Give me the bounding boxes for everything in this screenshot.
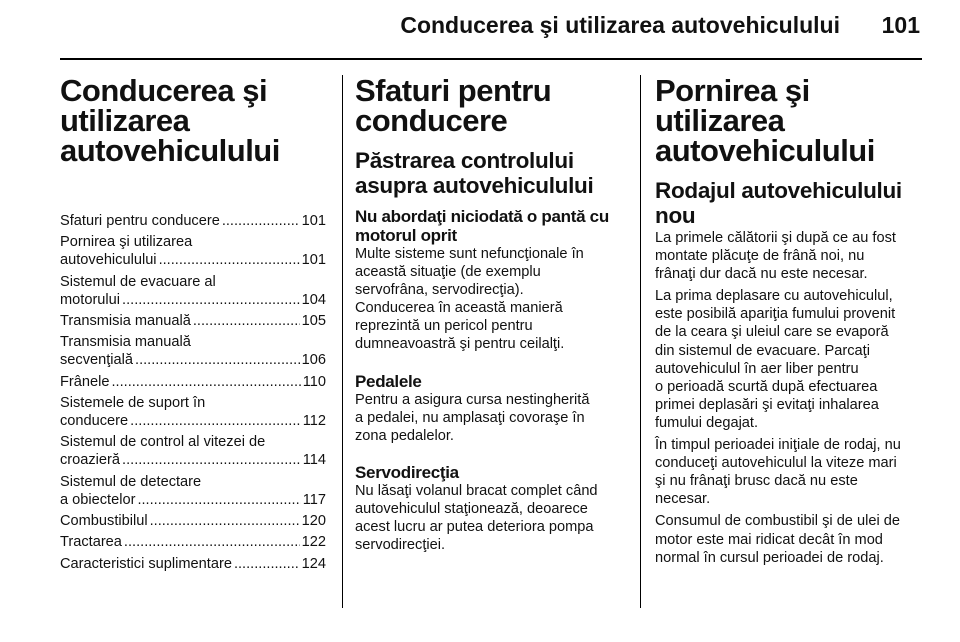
toc-entry[interactable]: Sistemele de suport în conducere ..... 112	[60, 394, 326, 430]
paragraph: Nu lăsaţi volanul bracat complet când autovehiculul staţionează, deoarece acest lucru ar putea deteriora pompa servodirecţiei.	[355, 482, 598, 554]
chapter-title: Conducerea şi utilizarea autovehiculului	[60, 73, 280, 168]
section-title: Sfaturi pentru conducere	[355, 73, 552, 138]
subsection-heading: Servodirecţia	[355, 462, 459, 482]
driving-tips-column	[355, 68, 621, 554]
paragraph: Consumul de combustibil şi de ulei de motor este mai ridicat decât în mod normal în cursul perioadei de rodaj.	[655, 513, 900, 566]
toc-entry[interactable]: Caracteristici suplimentare ..... 124	[60, 555, 326, 573]
toc-entry[interactable]: Pornirea şi utilizarea autovehiculului ..... 101	[60, 233, 326, 269]
table-of-contents	[60, 212, 326, 573]
toc-entry[interactable]: Tractarea ..... 122	[60, 533, 326, 551]
running-header-title: Conducerea şi utilizarea autovehiculului	[400, 12, 840, 38]
starting-operating-column	[655, 68, 925, 567]
column-divider-right	[640, 75, 641, 608]
paragraph: Multe sisteme sunt nefuncţionale în această situaţie (de exemplu servofrâna, servodirecţia). Conducerea în această manieră reprezintă un pericol pentru dumneavoastră şi pentru ceilalţi.	[355, 246, 584, 353]
toc-entry[interactable]: Sistemul de evacuare al motorului ..... 104	[60, 273, 326, 309]
toc-entry[interactable]: Sistemul de control al vitezei de croazieră ..... 114	[60, 433, 326, 469]
header-rule	[60, 58, 922, 60]
section-subtitle: Păstrarea controlului asupra autovehiculului	[355, 148, 594, 198]
paragraph: În timpul perioadei iniţiale de rodaj, nu conduceţi autovehiculul la viteze mari şi nu frânaţi brusc dacă nu este necesar.	[655, 437, 901, 508]
page-number: 101	[881, 12, 920, 38]
toc-entry[interactable]: Sfaturi pentru conducere ..... 101	[60, 212, 326, 230]
toc-entry[interactable]: Transmisia manuală secvenţială ..... 106	[60, 333, 326, 369]
chapter-contents-column	[60, 68, 326, 576]
toc-entry[interactable]: Frânele ..... 110	[60, 373, 326, 391]
section-subtitle: Rodajul autovehiculului nou	[655, 178, 902, 228]
paragraph: Pentru a asigura cursa nestingherită a pedalei, nu amplasaţi covoraşe în zona pedalelor.	[355, 391, 590, 444]
section-title: Pornirea şi utilizarea autovehiculului	[655, 73, 875, 168]
subsection-heading: Nu abordaţi niciodată o pantă cu motorul oprit	[355, 207, 609, 245]
toc-entry[interactable]: Transmisia manuală ..... 105	[60, 312, 326, 330]
column-divider-left	[342, 75, 343, 608]
paragraph: La primele călătorii şi după ce au fost montate plăcuţe de frână noi, nu frânaţi dur dacă nu este necesar.	[655, 230, 896, 283]
subsection-heading: Pedalele	[355, 371, 422, 391]
paragraph: La prima deplasare cu autovehiculul, este posibilă apariţia fumului provenit de la ceara şi uleiul care se evaporă din sistemul de evacuare. Parcaţi autovehiculul în aer liber pentru o perioadă scurtă după efectuarea primei deplasări şi evitaţi inhalarea fumului degajat.	[655, 288, 896, 431]
toc-entry[interactable]: Sistemul de detectare a obiectelor ..... 117	[60, 473, 326, 509]
toc-entry[interactable]: Combustibilul ..... 120	[60, 512, 326, 530]
